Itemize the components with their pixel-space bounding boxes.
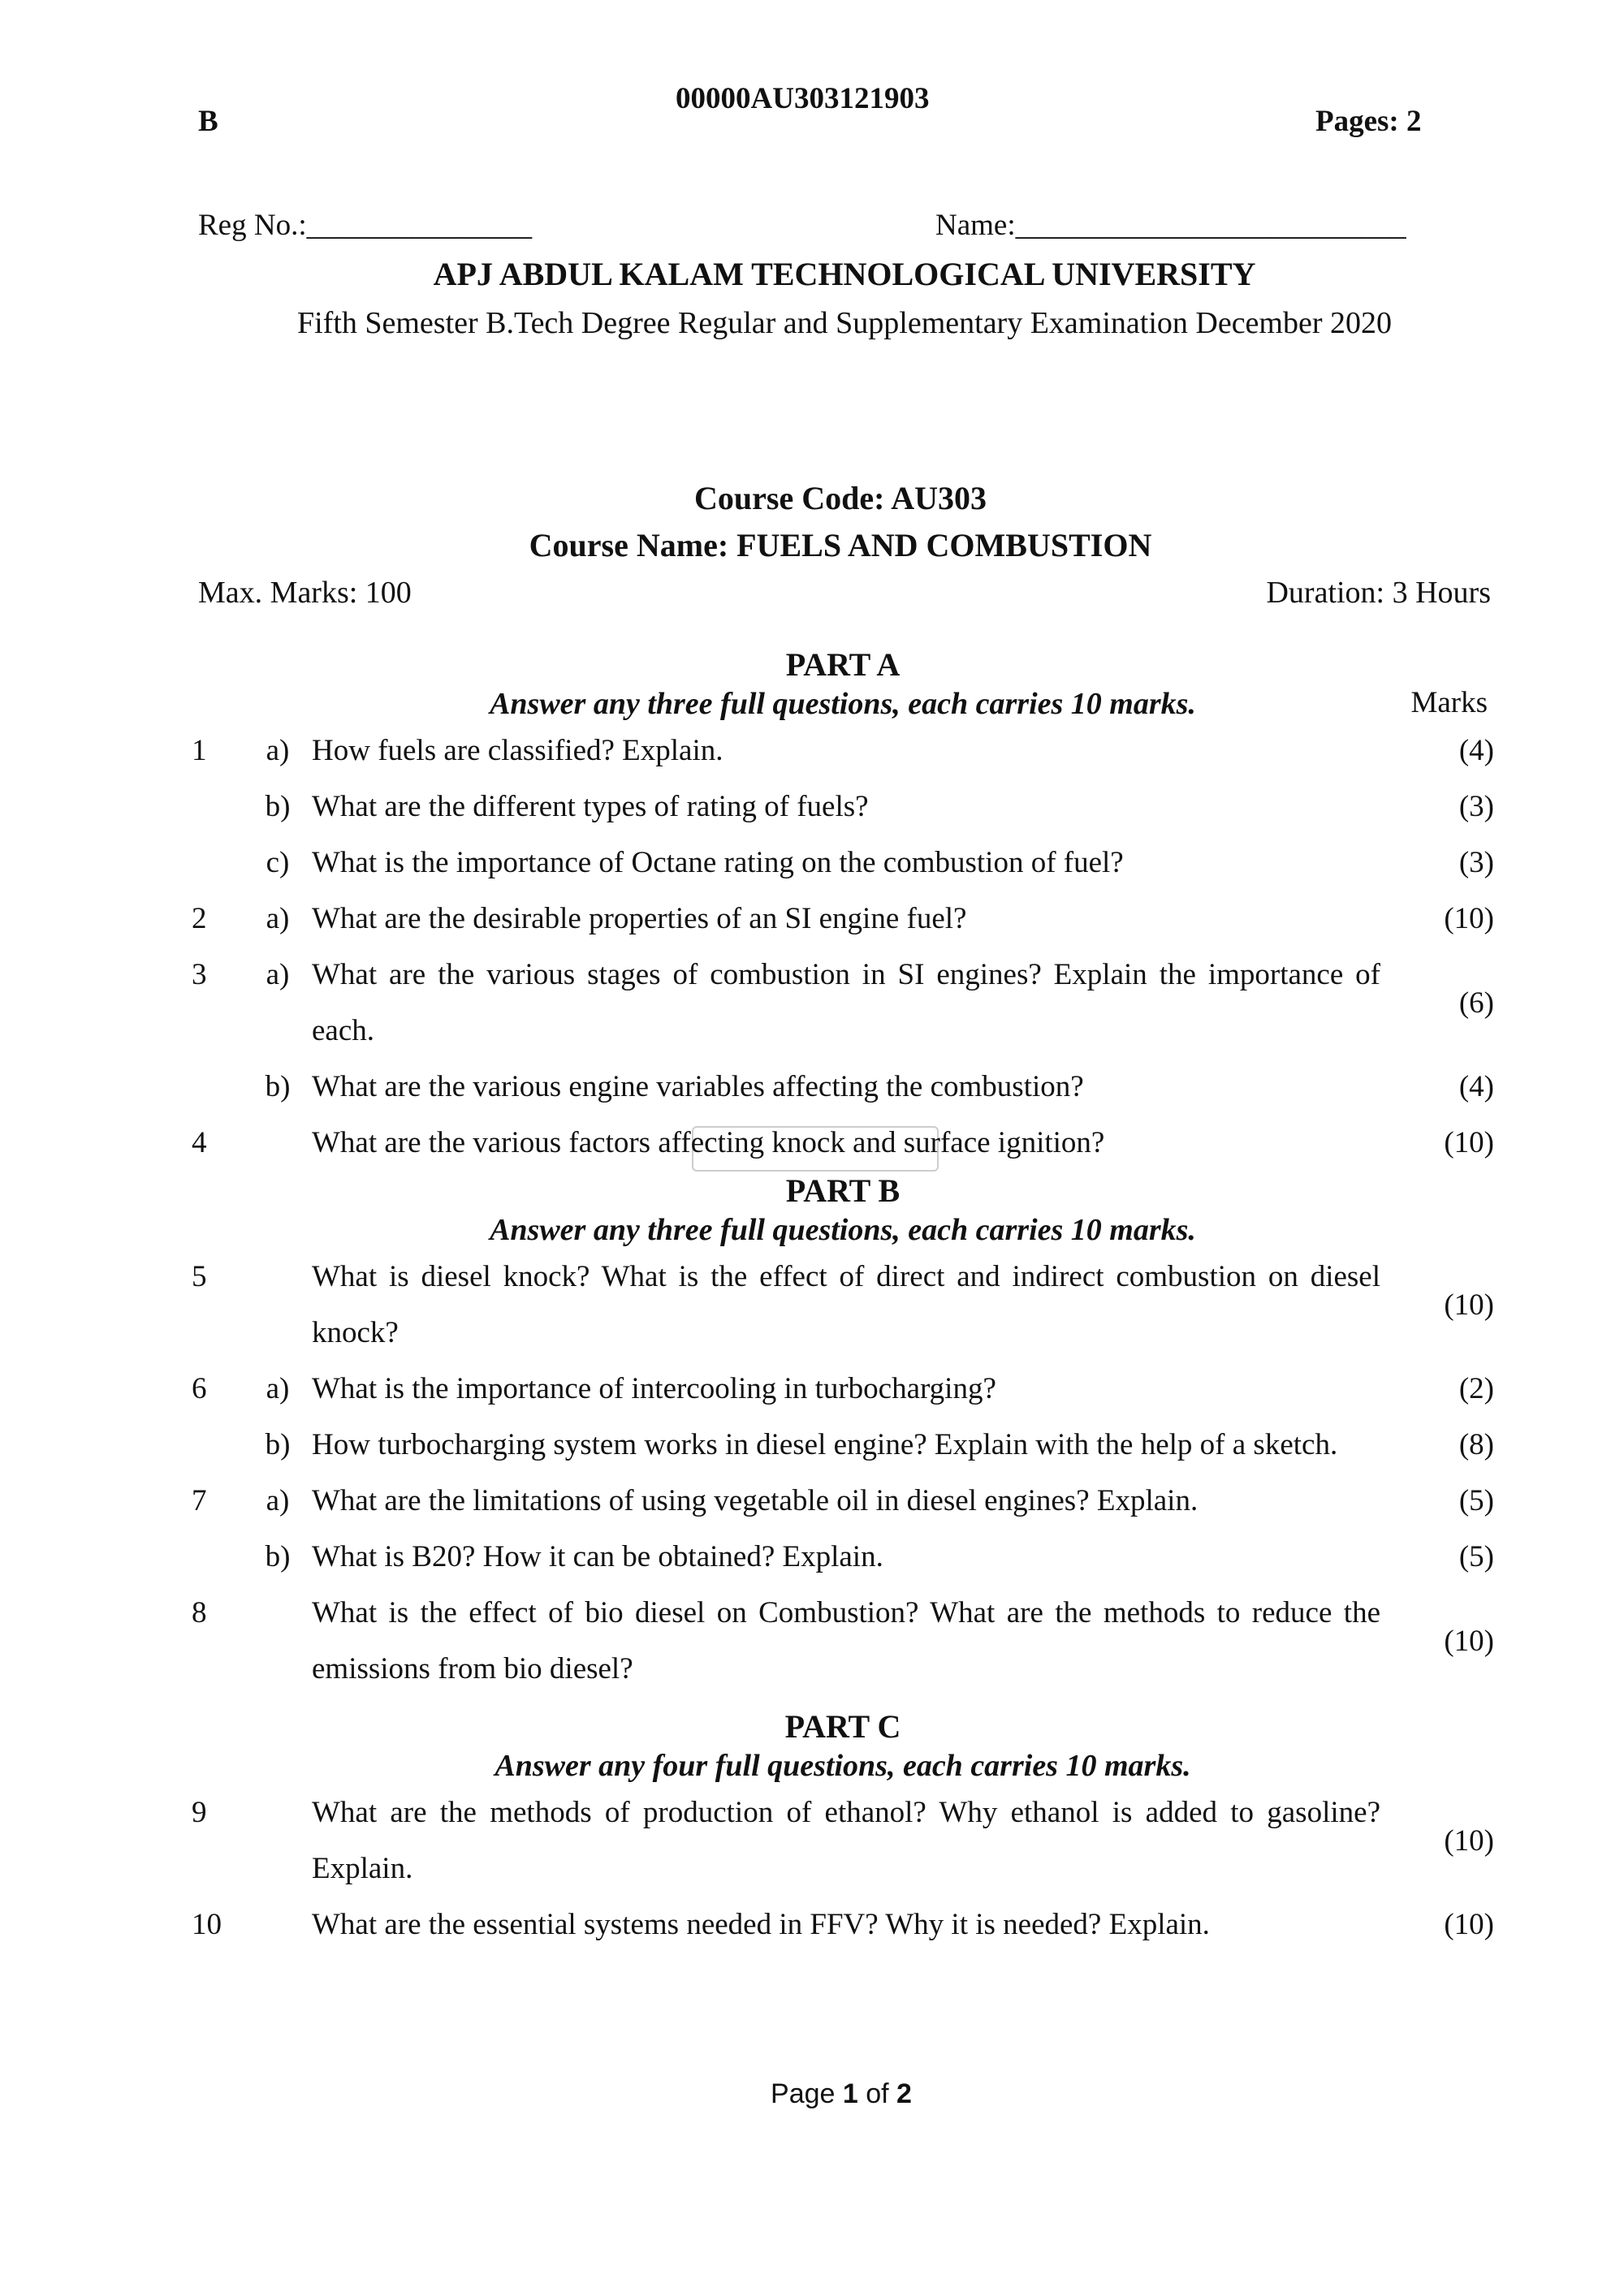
series-letter: B [198, 105, 218, 138]
question-row [192, 1785, 1494, 1897]
page-footer [0, 2078, 1624, 2110]
question-marks: (10) [1444, 1126, 1494, 1159]
question-text: What are the different types of rating of fuels? [312, 790, 869, 823]
page-current: 1 [842, 2078, 858, 2109]
question-sub-label: b) [265, 1070, 291, 1103]
page-footer-prefix: Page [771, 2078, 843, 2109]
question-number: 3 [192, 958, 207, 991]
question-text: What is the importance of intercooling in turbocharging? [312, 1372, 996, 1405]
question-text: What are the various engine variables affecting the combustion? [312, 1070, 1084, 1103]
page-count: Pages: 2 [1315, 105, 1422, 138]
question-sub-label: a) [266, 958, 290, 991]
question-number: 2 [192, 902, 207, 935]
question-row [192, 835, 1494, 891]
part-a-title: PART A [785, 646, 901, 683]
part-a-questions [192, 723, 1494, 1171]
part-c-title: PART C [784, 1708, 901, 1745]
paper-code: 00000AU303121903 [676, 82, 930, 115]
question-row [192, 723, 1494, 779]
question-marks: (4) [1458, 1070, 1494, 1103]
exam-title: Fifth Semester B.Tech Degree Regular and Supplementary Examination December 2020 [296, 306, 1393, 340]
question-marks: (8) [1458, 1428, 1494, 1461]
question-text: How fuels are classified? Explain. [312, 734, 723, 767]
reg-no-field: Reg No.:_______________ [198, 209, 533, 242]
course-code: Course Code: AU303 [694, 480, 987, 516]
question-text: What is diesel knock? What is the effect of direct and indirect combustion on diesel knock? [312, 1260, 1380, 1349]
question-text: What are the limitations of using vegetable oil in diesel engines? Explain. [312, 1484, 1199, 1517]
question-number: 8 [192, 1596, 207, 1629]
page-total: 2 [896, 2078, 912, 2109]
question-row [192, 891, 1494, 947]
part-a-instruction: Answer any three full questions, each carries 10 marks. [490, 687, 1196, 721]
question-sub-label: a) [266, 902, 290, 935]
question-row [192, 1249, 1494, 1361]
question-marks: (10) [1444, 1823, 1494, 1858]
question-text: What are the various factors affecting knock and surface ignition? [312, 1126, 1105, 1159]
question-sub-label: a) [266, 1484, 290, 1517]
course-name: Course Name: FUELS AND COMBUSTION [529, 527, 1152, 563]
part-b-instruction: Answer any three full questions, each carries 10 marks. [490, 1213, 1196, 1247]
question-sub-label: b) [265, 790, 291, 823]
question-sub-label: a) [266, 734, 290, 767]
question-number: 7 [192, 1484, 207, 1517]
question-row [192, 779, 1494, 835]
question-marks: (10) [1444, 902, 1494, 935]
question-number: 9 [192, 1796, 207, 1829]
question-sub-label: b) [265, 1428, 291, 1461]
question-text: What is the importance of Octane rating on the combustion of fuel? [312, 846, 1124, 879]
question-marks: (10) [1444, 1288, 1494, 1322]
question-number: 10 [192, 1908, 222, 1941]
question-sub-label: c) [266, 846, 290, 879]
marks-column-header: Marks [1410, 686, 1488, 719]
max-marks: Max. Marks: 100 [198, 576, 412, 610]
part-c-questions [192, 1785, 1494, 1953]
question-row [192, 1585, 1494, 1697]
question-row [192, 1897, 1494, 1953]
question-row [192, 1529, 1494, 1585]
question-marks: (5) [1458, 1540, 1494, 1573]
question-marks: (4) [1458, 734, 1494, 767]
question-number: 6 [192, 1372, 207, 1405]
university-name: APJ ABDUL KALAM TECHNOLOGICAL UNIVERSITY [433, 256, 1256, 292]
question-text: How turbocharging system works in diesel engine? Explain with the help of a sketch. [312, 1428, 1338, 1461]
question-row [192, 1361, 1494, 1417]
question-text: What are the various stages of combustion in SI engines? Explain the importance of each. [312, 958, 1380, 1047]
page-footer-of: of [857, 2078, 897, 2109]
question-row [192, 1115, 1494, 1171]
question-marks: (6) [1458, 986, 1494, 1020]
question-row [192, 947, 1494, 1059]
duration: Duration: 3 Hours [1266, 576, 1491, 610]
question-marks: (3) [1458, 790, 1494, 823]
question-sub-label: a) [266, 1372, 290, 1405]
question-marks: (3) [1458, 846, 1494, 879]
question-text: What are the methods of production of ethanol? Why ethanol is added to gasoline? Explain. [312, 1796, 1380, 1885]
question-number: 1 [192, 734, 207, 767]
question-row [192, 1059, 1494, 1115]
question-text: What is B20? How it can be obtained? Explain. [312, 1540, 883, 1573]
part-c-instruction: Answer any four full questions, each carries 10 marks. [495, 1749, 1191, 1783]
part-b-questions [192, 1249, 1494, 1697]
question-row [192, 1417, 1494, 1473]
question-paper-body [192, 646, 1494, 1953]
question-text: What are the essential systems needed in FFV? Why it is needed? Explain. [312, 1908, 1210, 1941]
question-text: What is the effect of bio diesel on Combustion? What are the methods to reduce the emissions from bio diesel? [312, 1596, 1380, 1685]
question-text: What are the desirable properties of an SI engine fuel? [312, 902, 967, 935]
name-field: Name:__________________________ [935, 209, 1406, 242]
question-number: 5 [192, 1260, 207, 1293]
question-marks: (10) [1444, 1624, 1494, 1658]
question-row [192, 1473, 1494, 1529]
question-marks: (5) [1458, 1484, 1494, 1517]
part-b-title: PART B [785, 1172, 901, 1209]
question-number: 4 [192, 1126, 207, 1159]
question-marks: (10) [1444, 1908, 1494, 1941]
question-marks: (2) [1458, 1372, 1494, 1405]
question-sub-label: b) [265, 1540, 291, 1573]
